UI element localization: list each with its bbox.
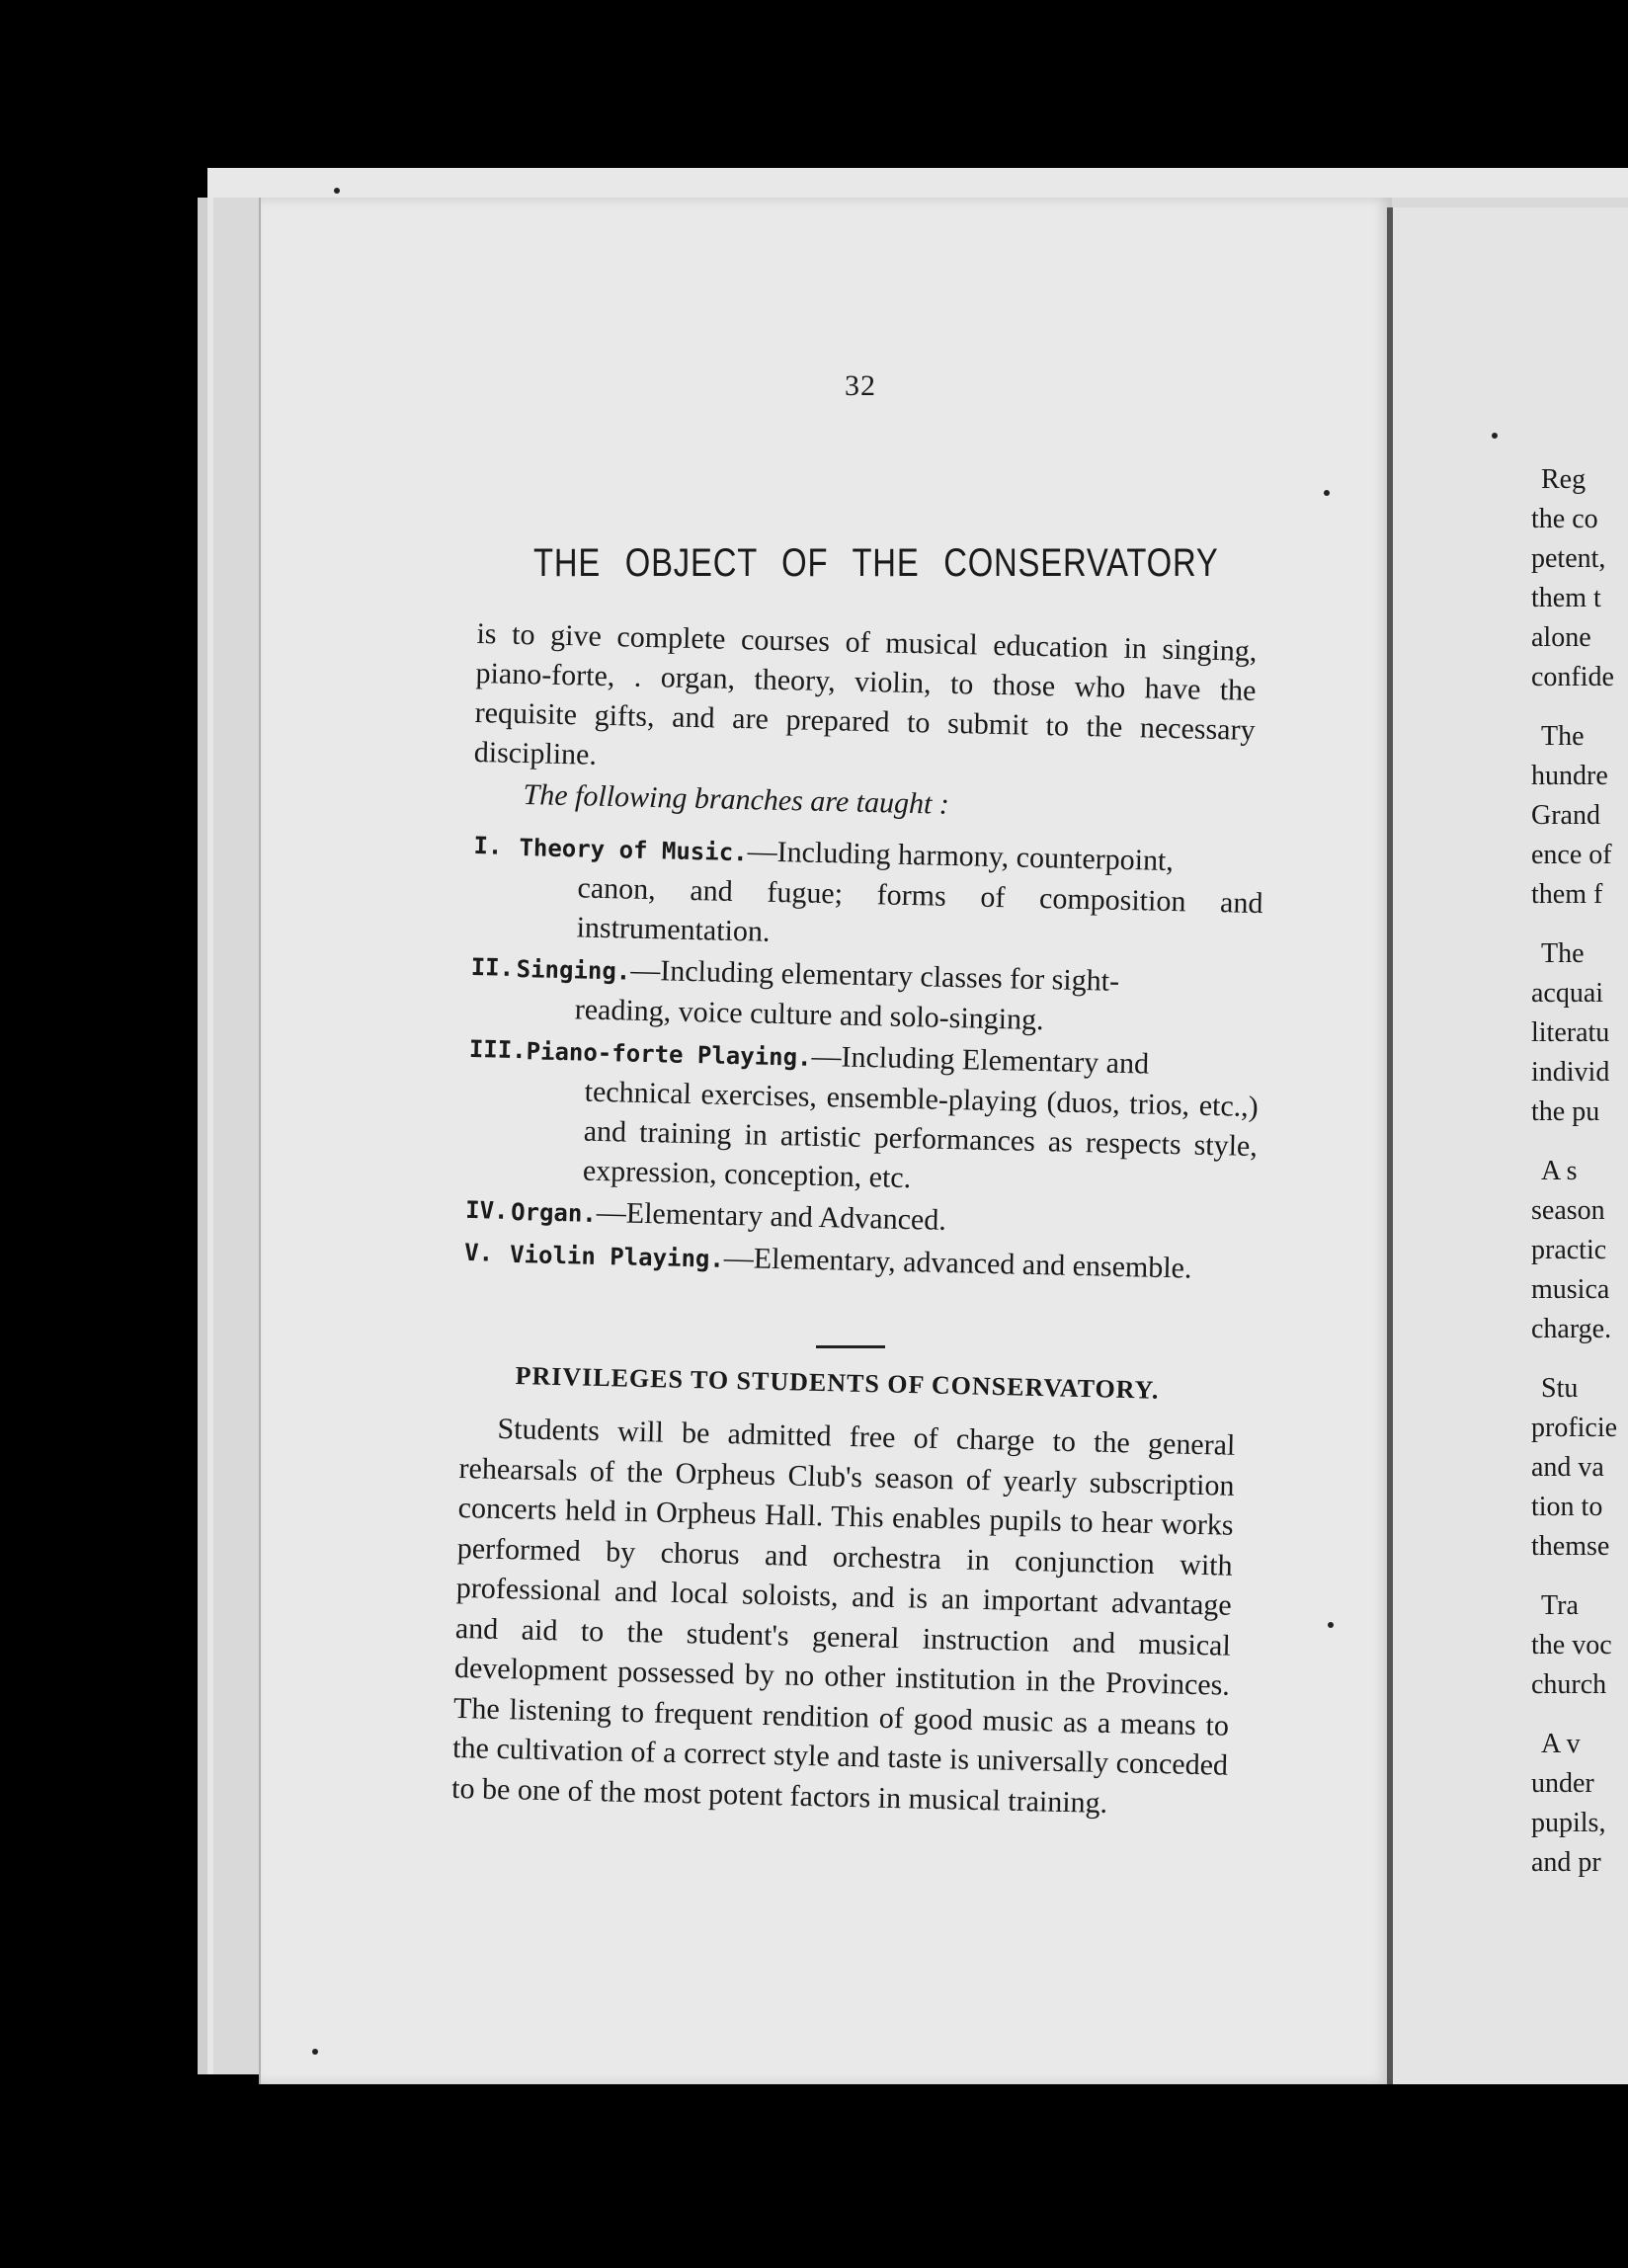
branch-number: II. xyxy=(470,952,515,982)
page-number: 32 xyxy=(845,369,876,402)
branch-text: —Including harmony, counterpoint, xyxy=(747,835,1175,878)
right-page-line: the co xyxy=(1531,504,1598,534)
scan-speck xyxy=(334,188,340,194)
right-page-line: season xyxy=(1531,1195,1605,1226)
privileges-heading: PRIVILEGES TO STUDENTS OF CONSERVATORY. xyxy=(515,1361,1160,1405)
right-page-line: church xyxy=(1531,1669,1607,1700)
right-page-line: alone xyxy=(1531,622,1591,653)
scan-speck xyxy=(312,2049,318,2055)
branch-label: Piano-forte Playing. xyxy=(526,1037,812,1072)
right-page-line: Reg xyxy=(1541,464,1587,495)
branches-lead: The following branches are taught : xyxy=(523,778,950,821)
right-page-line: them f xyxy=(1531,879,1603,910)
right-page-line: tion to xyxy=(1531,1492,1603,1522)
right-page-line: under xyxy=(1531,1768,1594,1799)
branch-continuation: canon, and fugue; forms of composition and instrumentation. xyxy=(576,871,1263,948)
right-page-line: confide xyxy=(1531,662,1614,692)
right-page-line: individ xyxy=(1531,1057,1610,1088)
right-page-line: A v xyxy=(1541,1729,1581,1759)
intro-paragraph: is to give complete courses of musical education in singing, piano-forte, . organ, theory, violin, to those who have the requisite gifts, and are prepared to submit to the necessary discipline. xyxy=(473,616,1258,771)
right-page-line: practic xyxy=(1531,1235,1607,1265)
right-page-line: charge. xyxy=(1531,1314,1612,1344)
branch-text: —Including elementary classes for sight- xyxy=(629,953,1120,998)
branch-label: Theory of Music. xyxy=(519,834,748,867)
scan-speck xyxy=(1328,1622,1334,1628)
right-page-line: The xyxy=(1541,721,1585,752)
right-page-line: Stu xyxy=(1541,1373,1579,1404)
branch-number: III. xyxy=(468,1034,527,1065)
branch-continuation: technical exercises, ensemble-playing (duos, trios, etc.,) and training in artistic performances as respects style, expression, conception, etc. xyxy=(582,1075,1260,1195)
branch-label: Violin Playing. xyxy=(509,1240,725,1273)
branch-text: —Elementary, advanced and ensemble. xyxy=(723,1241,1192,1285)
right-page-line: A s xyxy=(1541,1156,1578,1186)
right-page-line: petent, xyxy=(1531,543,1606,574)
scan-speck xyxy=(1324,490,1330,496)
right-page-line: The xyxy=(1541,938,1585,969)
right-page-line: Grand xyxy=(1531,800,1600,831)
right-page-line: Tra xyxy=(1541,1590,1579,1621)
right-page-line: and va xyxy=(1531,1452,1604,1483)
right-page-line: the voc xyxy=(1531,1630,1612,1660)
branch-number: I. xyxy=(473,831,503,860)
right-page-line: themse xyxy=(1531,1531,1610,1562)
right-page-line: ence of xyxy=(1531,840,1612,870)
right-page-line: musica xyxy=(1531,1274,1610,1305)
branch-number: V. xyxy=(463,1238,494,1267)
branch-text: —Elementary and Advanced. xyxy=(596,1195,947,1237)
branch-item xyxy=(466,1029,1260,1206)
right-page-line: pupils, xyxy=(1531,1808,1606,1838)
branch-item xyxy=(471,826,1264,963)
page-title: THE OBJECT OF THE CONSERVATORY xyxy=(533,541,1219,585)
right-page-line: them t xyxy=(1531,583,1601,613)
branch-text: —Including Elementary and xyxy=(811,1039,1150,1081)
right-page-line: acquai xyxy=(1531,978,1604,1009)
right-page xyxy=(1393,207,1628,2084)
branch-number: IV. xyxy=(464,1195,509,1225)
right-page-line: the pu xyxy=(1531,1096,1600,1127)
branch-item xyxy=(469,947,1262,1045)
branches-list xyxy=(464,826,1264,1293)
branch-continuation: reading, voice culture and solo-singing. xyxy=(574,993,1044,1037)
branch-label: Organ. xyxy=(510,1197,598,1228)
branch-label: Singing. xyxy=(516,955,631,986)
right-page-line: hundre xyxy=(1531,761,1608,791)
section-divider xyxy=(816,1345,885,1348)
scan-speck xyxy=(1492,433,1498,439)
right-page-line: and pr xyxy=(1531,1847,1601,1878)
right-page-line: literatu xyxy=(1531,1017,1610,1048)
right-page-line: proficie xyxy=(1531,1413,1618,1443)
privileges-paragraph: Students will be admitted free of charge to the general rehearsals of the Orpheus Club's season of yearly subscription concerts held in Orpheus Hall. This enables pupils to hear works performed by chorus and orchestra in conjunction with professional and local soloists, and is an important advantage and aid to the student's general instruction and musical development possessed by no other institution in the Provinces. The listening to frequent rendition of good music as a means to the cultivation of a correct style and taste is universally conceded to be one of the most potent factors in musical training. xyxy=(450,1412,1236,1820)
